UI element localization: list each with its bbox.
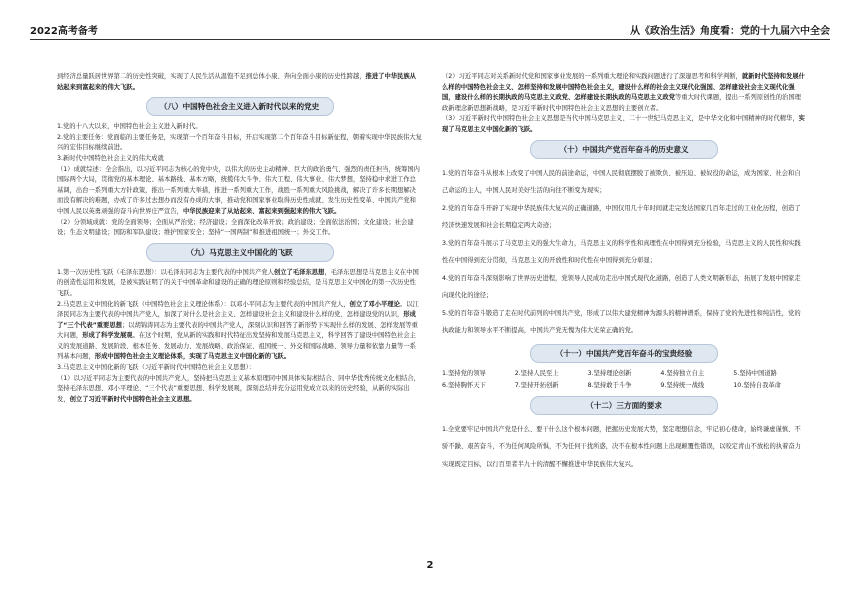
- list-item: 8.坚持敢于斗争: [587, 382, 632, 390]
- list-item: 9.坚持统一战线: [660, 382, 705, 390]
- list-item: 5.坚持中国道路: [733, 369, 777, 377]
- s9-paragraph-4: （1）以习近平同志为主要代表的中国共产党人，坚持把马克思主义基本原理同中国具体实际相结合、同中华优秀传统文化相结合，坚持毛泽东思想、邓小平理论、“三个代表”重要思想、科学发展观，深刻总结并充分运用党成立以来的历史经验，从新的实际出发，创立了习近平新时代中国特色社会主义思想。: [57, 374, 420, 403]
- s10-paragraph-4: 4.党的百年奋斗深刻影响了世界历史进程，党领导人民成功走出中国式现代化道路，创造了人类文明新形态，拓展了发展中国家走向现代化的途径；: [442, 274, 801, 300]
- list-item: 6.坚持胸怀天下: [442, 382, 486, 390]
- right-column: [442, 72, 806, 473]
- s9-paragraph-3: 3.马克思主义中国化新的飞跃（习近平新时代中国特色社会主义思想）：: [57, 364, 256, 372]
- header-rule: [30, 39, 830, 40]
- s8-paragraph-2: 2.党的主要任务：党面临的主要任务是，实现第一个百年奋斗目标，开启实现第二个百年奋斗目标新征程，朝着实现中华民族伟大复兴的宏伟目标继续前进。: [57, 133, 422, 152]
- r-paragraph-3: （3）习近平新时代中国特色社会主义思想是当代中国马克思主义、二十一世纪马克思主义，是中华文化和中国精神的时代精华，实现了马克思主义中国化新的飞跃。: [442, 115, 805, 133]
- s10-paragraph-1: 1.党的百年奋斗从根本上改变了中国人民的前途命运，中国人民彻底摆脱了被欺负、被压迫、被奴役的命运，成为国家、社会和自己命运的主人，中国人民对美好生活的向往不断变为现实；: [442, 169, 801, 195]
- list-item: 2.坚持人民至上: [514, 369, 559, 377]
- s12-paragraph-1: 1.全党要牢记中国共产党是什么、要干什么这个根本问题，把握历史发展大势，坚定理想信念，牢记初心使命，始终谦虚谨慎、不骄不躁、艰苦奋斗，不为任何风险所惧，不为任何干扰所惑，决不在根本性问题上出现颠覆性错误，以咬定青山不放松的执着奋力实现既定目标，以行百里者半九十的清醒不懈推进中华民族伟大复兴。: [442, 425, 801, 468]
- s8-paragraph-5: （2）分领域成就：党的全面领导；全面从严治党；经济建设；全面深化改革开放；政治建设；全面依法治国；文化建设；社会建设；生态文明建设；国防和军队建设；维护国家安全；坚持“一国两制”和推进祖国统一；外交工作。: [57, 218, 414, 237]
- list-item: 10.坚持自我革命: [733, 382, 781, 390]
- s9-paragraph-2: 2.马克思主义中国化的新飞跃（中国特色社会主义理论体系）：以邓小平同志为主要代表的中国共产党人，创立了邓小平理论。以江泽民同志为主要代表的中国共产党人，加深了对什么是社会主义、怎样建设社会主义和建设什么样的党、怎样建设党的认识，形成了“三个代表”重要思想；以胡锦涛同志为主要代表的中国共产党人，深刻认识和回答了新形势下实现什么样的发展、怎样发展等重大问题，形成了科学发展观。在这个时期，党从新的实践和时代特征出发坚持和发展马克思主义，科学回答了建设中国特色社会主义的发展道路、发展阶段、根本任务、发展动力、发展战略、政治保证、祖国统一、外交和国际战略、领导力量和依靠力量等一系列基本问题，形成中国特色社会主义理论体系，实现了马克思主义中国化新的飞跃。: [57, 300, 419, 361]
- section-10-title: （十）中国共产党百年奋斗的历史意义: [530, 140, 718, 159]
- section-9-title: （九）马克思主义中国化的飞跃: [146, 243, 334, 262]
- experience-list: [442, 369, 806, 392]
- list-item: 3.坚持理论创新: [587, 369, 632, 377]
- section-12-title: （十二）三方面的要求: [530, 396, 718, 415]
- s8-paragraph-3: 3.新时代中国特色社会主义的伟大成就: [57, 154, 164, 162]
- list-item: 1.坚持党的领导: [442, 369, 486, 377]
- page-header: [30, 22, 830, 38]
- s10-paragraph-3: 3.党的百年奋斗展示了马克思主义的强大生命力，马克思主义的科学性和真理性在中国得到充分检验，马克思主义的人民性和实践性在中国得到充分贯彻，马克思主义的开放性和时代性在中国得到充分彰显；: [442, 239, 801, 265]
- s8-paragraph-1: 1.党的十八大以来，中国特色社会主义进入新时代。: [57, 123, 202, 131]
- s10-paragraph-5: 5.党的百年奋斗锻造了走在时代前列的中国共产党，形成了以伟大建党精神为源头的精神谱系，保持了党的先进性和纯洁性，党的执政能力和领导水平不断提高，中国共产党无愧为伟大光荣正确的党。: [442, 309, 801, 335]
- s9-paragraph-1: 1.第一次历史性飞跃（毛泽东思想）：以毛泽东同志为主要代表的中国共产党人创立了毛泽东思想，毛泽东思想是马克思主义在中国的创造性运用和发展，是被实践证明了的关于中国革命和建设的正确的理论原则和经验总结，是马克思主义中国化的第一次历史性飞跃。: [57, 268, 419, 297]
- left-column: [57, 72, 422, 405]
- section-8-title: （八）中国特色社会主义进入新时代以来的党史: [146, 97, 334, 116]
- list-item: 7.坚持开拓创新: [514, 382, 559, 390]
- header-right-title: 从《政治生活》角度看：党的十九届六中全会: [630, 26, 830, 37]
- s10-paragraph-2: 2.党的百年奋斗开辟了实现中华民族伟大复兴的正确道路，中国仅用几十年时间就走完发达国家几百年走过的工业化历程，创造了经济快速发展和社会长期稳定两大奇迹；: [442, 204, 801, 230]
- list-item: 4.坚持独立自主: [660, 369, 705, 377]
- page-number: 2: [426, 560, 434, 571]
- header-left-title: 2022高考备考: [30, 26, 98, 37]
- s8-paragraph-4: （1）成就综述：全会指出，以习近平同志为核心的党中央，以伟大的历史主动精神、巨大的政治勇气、强烈的责任担当，统筹国内国际两个大局，贯彻党的基本理论、基本路线、基本方略，统揽伟大斗争、伟大工程、伟大事业、伟大梦想，坚持稳中求进工作总基调，出台一系列重大方针政策，推出一系列重大举措，推进一系列重大工作，战胜一系列重大风险挑战，解决了许多长期想解决而没有解决的难题，办成了许多过去想办而没有办成的大事，推动党和国家事业取得历史性成就、发生历史性变革、中国共产党和中国人民以英勇顽强的奋斗向世界庄严宣告，中华民族迎来了从站起来、富起来到强起来的伟大飞跃。: [57, 165, 420, 215]
- section-11-title: （十一）中国共产党百年奋斗的宝贵经验: [530, 344, 718, 363]
- r-paragraph-2: （2）习近平同志对关系新时代党和国家事业发展的一系列重大理论和实践问题进行了深邃思考和科学判断，就新时代坚持和发展什么样的中国特色社会主义、怎样坚持和发展中国特色社会主义，建设什么样的社会主义现代化强国、怎样建设社会主义现代化强国，建设什么样的长期执政的马克思主义政党、怎样建设长期执政的马克思主义政党等重大时代课题，提出一系列原创性的治国理政新理念新思想新战略，是习近平新时代中国特色社会主义思想的主要创立者。: [442, 73, 805, 112]
- intro-paragraph: 到经济总量跃居世界第二的历史性突破，实现了人民生活从温饱不足到总体小康、奔向全面小康的历史性跨越，推进了中华民族从站起来到富起来的伟大飞跃。: [57, 73, 416, 91]
